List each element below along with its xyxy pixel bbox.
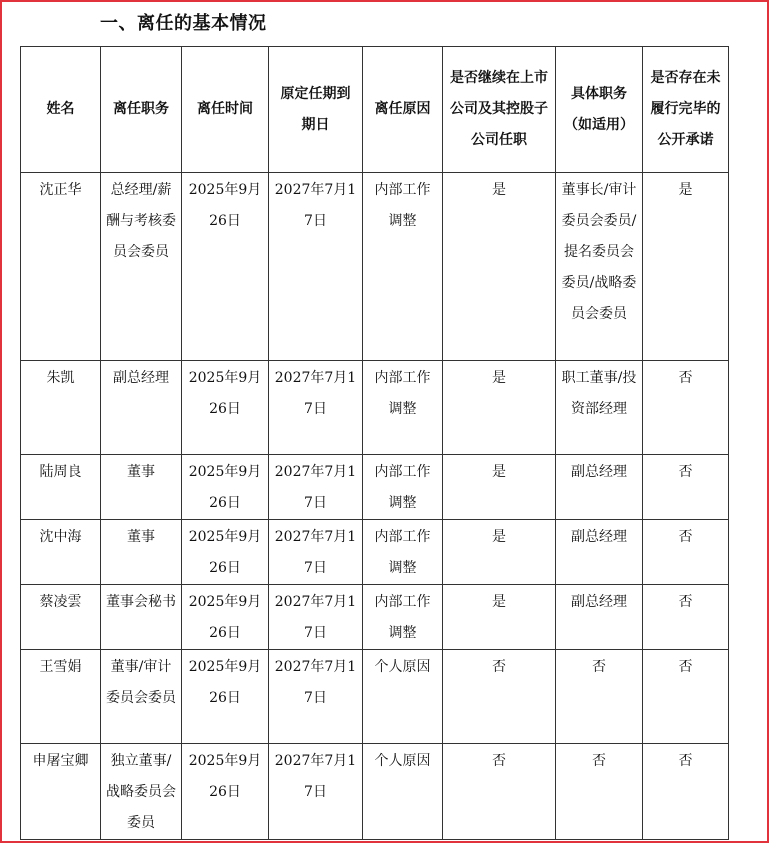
cell-continue: 是 xyxy=(443,520,556,585)
cell-term-end: 2027年7月17日 xyxy=(269,585,363,650)
cell-role: 副总经理 xyxy=(556,585,643,650)
cell-name: 蔡凌雲 xyxy=(21,585,101,650)
cell-term-end: 2027年7月17日 xyxy=(269,173,363,361)
cell-date: 2025年9月26日 xyxy=(182,173,269,361)
cell-continue: 是 xyxy=(443,455,556,520)
cell-continue: 否 xyxy=(443,744,556,840)
cell-reason: 内部工作调整 xyxy=(363,173,443,361)
header-term-end: 原定任期到期日 xyxy=(269,47,363,173)
departure-table xyxy=(20,46,729,840)
cell-role: 职工董事/投资部经理 xyxy=(556,361,643,455)
cell-reason: 内部工作调整 xyxy=(363,455,443,520)
cell-pledge: 否 xyxy=(643,361,729,455)
cell-position: 总经理/薪酬与考核委员会委员 xyxy=(101,173,182,361)
table-row xyxy=(21,173,729,361)
cell-pledge: 否 xyxy=(643,744,729,840)
cell-continue: 是 xyxy=(443,361,556,455)
cell-name: 朱凯 xyxy=(21,361,101,455)
cell-name: 申屠宝卿 xyxy=(21,744,101,840)
table-row xyxy=(21,455,729,520)
header-reason: 离任原因 xyxy=(363,47,443,173)
cell-role: 否 xyxy=(556,744,643,840)
table-row xyxy=(21,585,729,650)
cell-pledge: 是 xyxy=(643,173,729,361)
cell-date: 2025年9月26日 xyxy=(182,585,269,650)
cell-date: 2025年9月26日 xyxy=(182,361,269,455)
cell-term-end: 2027年7月17日 xyxy=(269,455,363,520)
cell-reason: 内部工作调整 xyxy=(363,520,443,585)
cell-term-end: 2027年7月17日 xyxy=(269,361,363,455)
cell-role: 否 xyxy=(556,650,643,744)
table-header-row xyxy=(21,47,729,173)
table-row xyxy=(21,650,729,744)
cell-term-end: 2027年7月17日 xyxy=(269,520,363,585)
cell-name: 沈正华 xyxy=(21,173,101,361)
cell-pledge: 否 xyxy=(643,585,729,650)
cell-date: 2025年9月26日 xyxy=(182,520,269,585)
cell-pledge: 否 xyxy=(643,650,729,744)
cell-name: 王雪娟 xyxy=(21,650,101,744)
cell-position: 董事 xyxy=(101,455,182,520)
cell-date: 2025年9月26日 xyxy=(182,744,269,840)
cell-name: 陆周良 xyxy=(21,455,101,520)
cell-date: 2025年9月26日 xyxy=(182,455,269,520)
cell-reason: 内部工作调整 xyxy=(363,585,443,650)
header-date: 离任时间 xyxy=(182,47,269,173)
cell-name: 沈中海 xyxy=(21,520,101,585)
header-name: 姓名 xyxy=(21,47,101,173)
cell-position: 独立董事/战略委员会委员 xyxy=(101,744,182,840)
header-position: 离任职务 xyxy=(101,47,182,173)
cell-reason: 个人原因 xyxy=(363,744,443,840)
cell-reason: 个人原因 xyxy=(363,650,443,744)
cell-position: 董事/审计委员会委员 xyxy=(101,650,182,744)
cell-position: 董事 xyxy=(101,520,182,585)
cell-date: 2025年9月26日 xyxy=(182,650,269,744)
table-row xyxy=(21,744,729,840)
cell-term-end: 2027年7月17日 xyxy=(269,650,363,744)
cell-role: 副总经理 xyxy=(556,520,643,585)
cell-continue: 是 xyxy=(443,585,556,650)
cell-role: 董事长/审计委员会委员/提名委员会委员/战略委员会委员 xyxy=(556,173,643,361)
header-pledge: 是否存在未履行完毕的公开承诺 xyxy=(643,47,729,173)
header-continue: 是否继续在上市公司及其控股子公司任职 xyxy=(443,47,556,173)
table-row xyxy=(21,361,729,455)
cell-position: 副总经理 xyxy=(101,361,182,455)
cell-pledge: 否 xyxy=(643,455,729,520)
cell-reason: 内部工作调整 xyxy=(363,361,443,455)
cell-pledge: 否 xyxy=(643,520,729,585)
cell-position: 董事会秘书 xyxy=(101,585,182,650)
cell-continue: 否 xyxy=(443,650,556,744)
section-title: 一、离任的基本情况 xyxy=(100,13,267,34)
table-row xyxy=(21,520,729,585)
cell-role: 副总经理 xyxy=(556,455,643,520)
header-role: 具体职务（如适用） xyxy=(556,47,643,173)
cell-continue: 是 xyxy=(443,173,556,361)
cell-term-end: 2027年7月17日 xyxy=(269,744,363,840)
